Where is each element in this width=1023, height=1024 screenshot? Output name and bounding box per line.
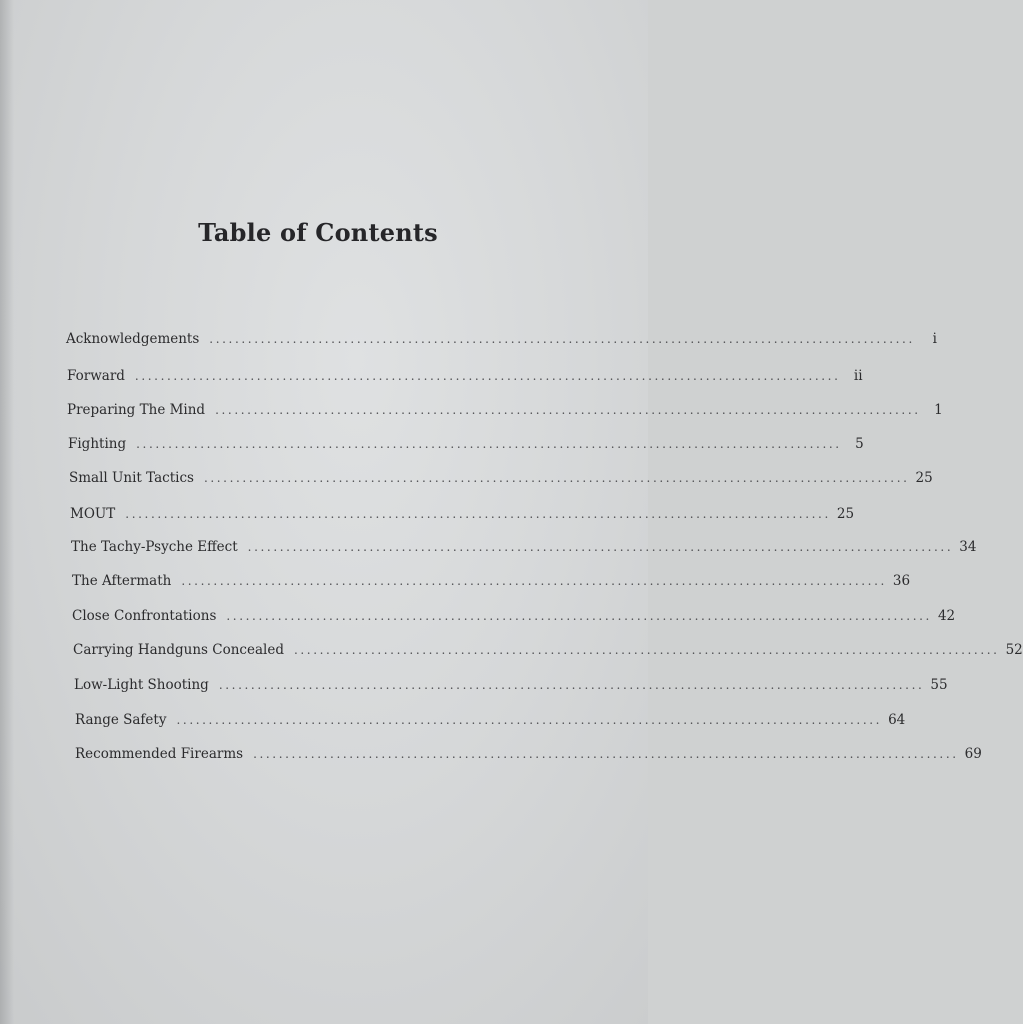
leader-dots: ..............................................................................................................: [181, 574, 887, 588]
toc-entry-page: 42: [937, 608, 956, 624]
toc-entry: [71, 538, 977, 556]
toc-entry-label: Forward: [67, 368, 125, 384]
toc-entry-label: Recommended Firearms: [75, 746, 244, 762]
toc-entry-label: Acknowledgements: [66, 331, 200, 347]
toc-entry: [73, 641, 1023, 659]
toc-entry: [66, 330, 937, 348]
toc-entry: [67, 401, 943, 419]
toc-entry-page: 5: [855, 436, 864, 452]
leader-dots: ..............................................................................................................: [209, 332, 915, 346]
toc-entry-label: Range Safety: [75, 712, 167, 728]
toc-entry-label: MOUT: [70, 506, 116, 522]
toc-entry-label: Low-Light Shooting: [74, 677, 209, 693]
toc-entry-page: 34: [959, 539, 977, 555]
leader-dots: ..............................................................................................................: [176, 713, 883, 727]
toc-entry: [70, 505, 855, 523]
page-title: Table of Contents: [198, 218, 438, 247]
toc-entry: [69, 469, 933, 487]
toc-entry-page: ii: [853, 368, 863, 384]
leader-dots: ..............................................................................................................: [215, 403, 921, 417]
toc-entry-label: Small Unit Tactics: [69, 470, 194, 486]
toc-entry-page: 52: [1005, 642, 1023, 658]
toc-entry-page: 69: [964, 746, 982, 762]
toc-entry: [72, 572, 911, 590]
toc-entry: [67, 367, 863, 385]
toc-entry-label: Close Confrontations: [72, 608, 217, 624]
leader-dots: ..............................................................................................................: [136, 437, 842, 451]
toc-entry-label: Preparing The Mind: [67, 402, 206, 418]
toc-entry-label: Carrying Handguns Concealed: [73, 642, 284, 658]
toc-entry: [68, 435, 864, 453]
toc-entry: [74, 676, 948, 694]
toc-entry-label: The Aftermath: [72, 573, 172, 589]
leader-dots: ..............................................................................................................: [247, 540, 954, 554]
toc-entry: [72, 607, 956, 625]
leader-dots: ..............................................................................................................: [125, 507, 831, 521]
toc-entry: [75, 745, 982, 763]
leader-dots: ..............................................................................................................: [226, 609, 932, 623]
toc-entry-page: 25: [915, 470, 933, 486]
toc-entry-label: Fighting: [68, 436, 127, 452]
toc-entry-page: 64: [888, 712, 906, 728]
toc-entry-page: 1: [934, 402, 943, 418]
leader-dots: ..............................................................................................................: [253, 747, 959, 761]
leader-dots: ..............................................................................................................: [293, 643, 1000, 657]
toc-entry-label: The Tachy-Psyche Effect: [71, 539, 238, 555]
toc-entry-page: 36: [892, 573, 911, 589]
toc-entry: [75, 711, 906, 729]
toc-entry-page: i: [932, 331, 937, 347]
toc-entry-page: 55: [930, 677, 948, 693]
leader-dots: ..............................................................................................................: [218, 678, 925, 692]
leader-dots: ..............................................................................................................: [134, 369, 841, 383]
leader-dots: ..............................................................................................................: [203, 471, 910, 485]
toc-entry-page: 25: [836, 506, 855, 522]
